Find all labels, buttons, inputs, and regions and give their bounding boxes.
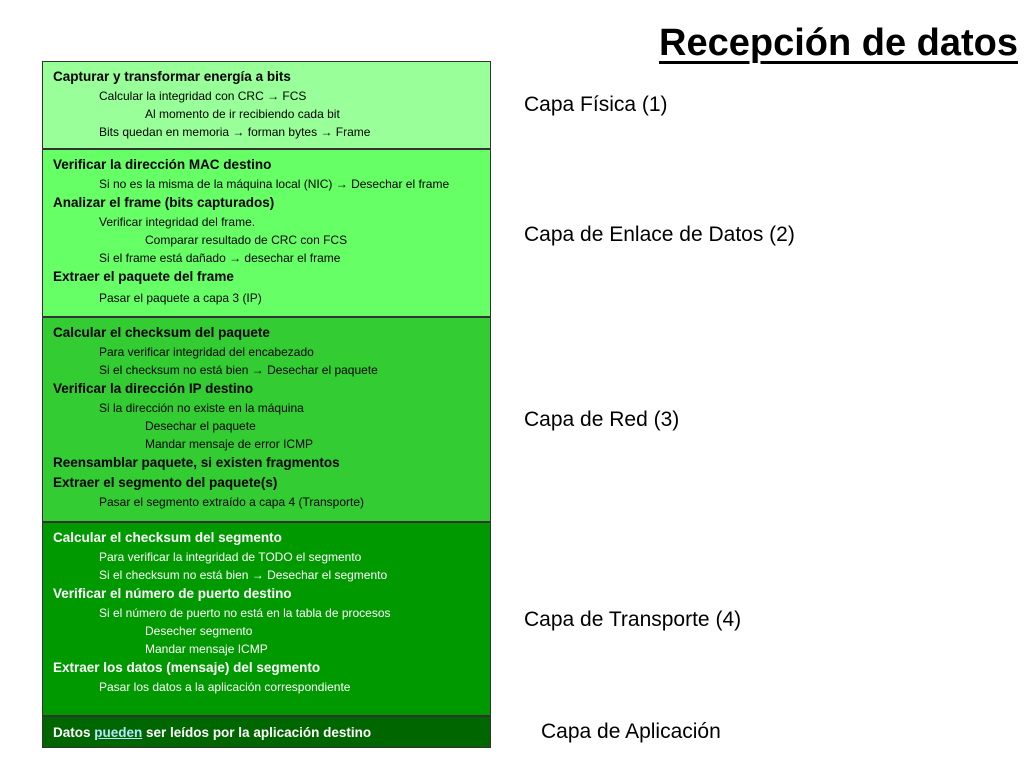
- datalink-layer-box: [42, 149, 491, 317]
- page-title: Recepción de datos: [659, 22, 1018, 64]
- application-link[interactable]: pueden: [94, 724, 143, 740]
- step-detail: Pasar el segmento extraído a capa 4 (Transporte): [99, 495, 365, 509]
- step-heading: Capturar y transformar energía a bits: [53, 69, 291, 84]
- step-heading: Extraer el paquete del frame: [53, 269, 234, 284]
- step-detail: Si no es la misma de la máquina local (NIC) → Desechar el frame: [99, 177, 450, 191]
- layer-label-physical: Capa Física (1): [524, 93, 668, 116]
- application-text-pre: Datos: [53, 724, 95, 740]
- step-detail: Calcular la integridad con CRC → FCS: [99, 89, 307, 103]
- step-detail: Si el checksum no está bien → Desechar el segmento: [99, 568, 388, 582]
- step-detail: Comparar resultado de CRC con FCS: [145, 233, 348, 247]
- step-heading: Calcular el checksum del segmento: [53, 530, 282, 545]
- application-layer-box: [42, 716, 491, 748]
- layer-label-network: Capa de Red (3): [524, 408, 680, 431]
- transport-layer-box: [42, 522, 491, 716]
- step-detail: Mandar mensaje ICMP: [145, 642, 268, 656]
- step-heading: Verificar el número de puerto destino: [53, 586, 292, 601]
- step-detail: Bits quedan en memoria → forman bytes → Frame: [99, 125, 371, 139]
- step-heading: Reensamblar paquete, si existen fragmentos: [53, 455, 340, 470]
- step-detail: Si el checksum no está bien → Desechar el paquete: [99, 363, 378, 377]
- step-heading: Extraer los datos (mensaje) del segmento: [53, 660, 321, 675]
- step-detail: Si el frame está dañado → desechar el frame: [99, 251, 341, 265]
- step-heading: Extraer el segmento del paquete(s): [53, 475, 278, 490]
- step-heading: Verificar la dirección MAC destino: [53, 157, 272, 172]
- layer-label-application: Capa de Aplicación: [541, 720, 721, 743]
- step-detail: Pasar el paquete a capa 3 (IP): [99, 291, 262, 305]
- step-detail: Desechar el paquete: [145, 419, 256, 433]
- step-heading: Analizar el frame (bits capturados): [53, 195, 275, 210]
- application-text-post: ser leídos por la aplicación destino: [142, 724, 372, 740]
- layer-label-transport: Capa de Transporte (4): [524, 608, 742, 631]
- step-detail: Al momento de ir recibiendo cada bit: [145, 107, 340, 121]
- step-detail: Verificar integridad del frame.: [99, 215, 256, 229]
- layer-label-datalink: Capa de Enlace de Datos (2): [524, 223, 795, 246]
- step-detail: Mandar mensaje de error ICMP: [145, 437, 314, 451]
- step-heading: Verificar la dirección IP destino: [53, 381, 254, 396]
- network-layer-box: [42, 317, 491, 522]
- step-detail: Para verificar la integridad de TODO el segmento: [99, 550, 362, 564]
- step-detail: Si el número de puerto no está en la tabla de procesos: [99, 606, 391, 620]
- step-detail: Desecher segmento: [145, 624, 253, 638]
- step-heading: Calcular el checksum del paquete: [53, 325, 270, 340]
- step-detail: Para verificar integridad del encabezado: [99, 345, 314, 359]
- physical-layer-box: [42, 61, 491, 149]
- step-detail: Si la dirección no existe en la máquina: [99, 401, 304, 415]
- step-detail: Pasar los datos a la aplicación correspondiente: [99, 680, 351, 694]
